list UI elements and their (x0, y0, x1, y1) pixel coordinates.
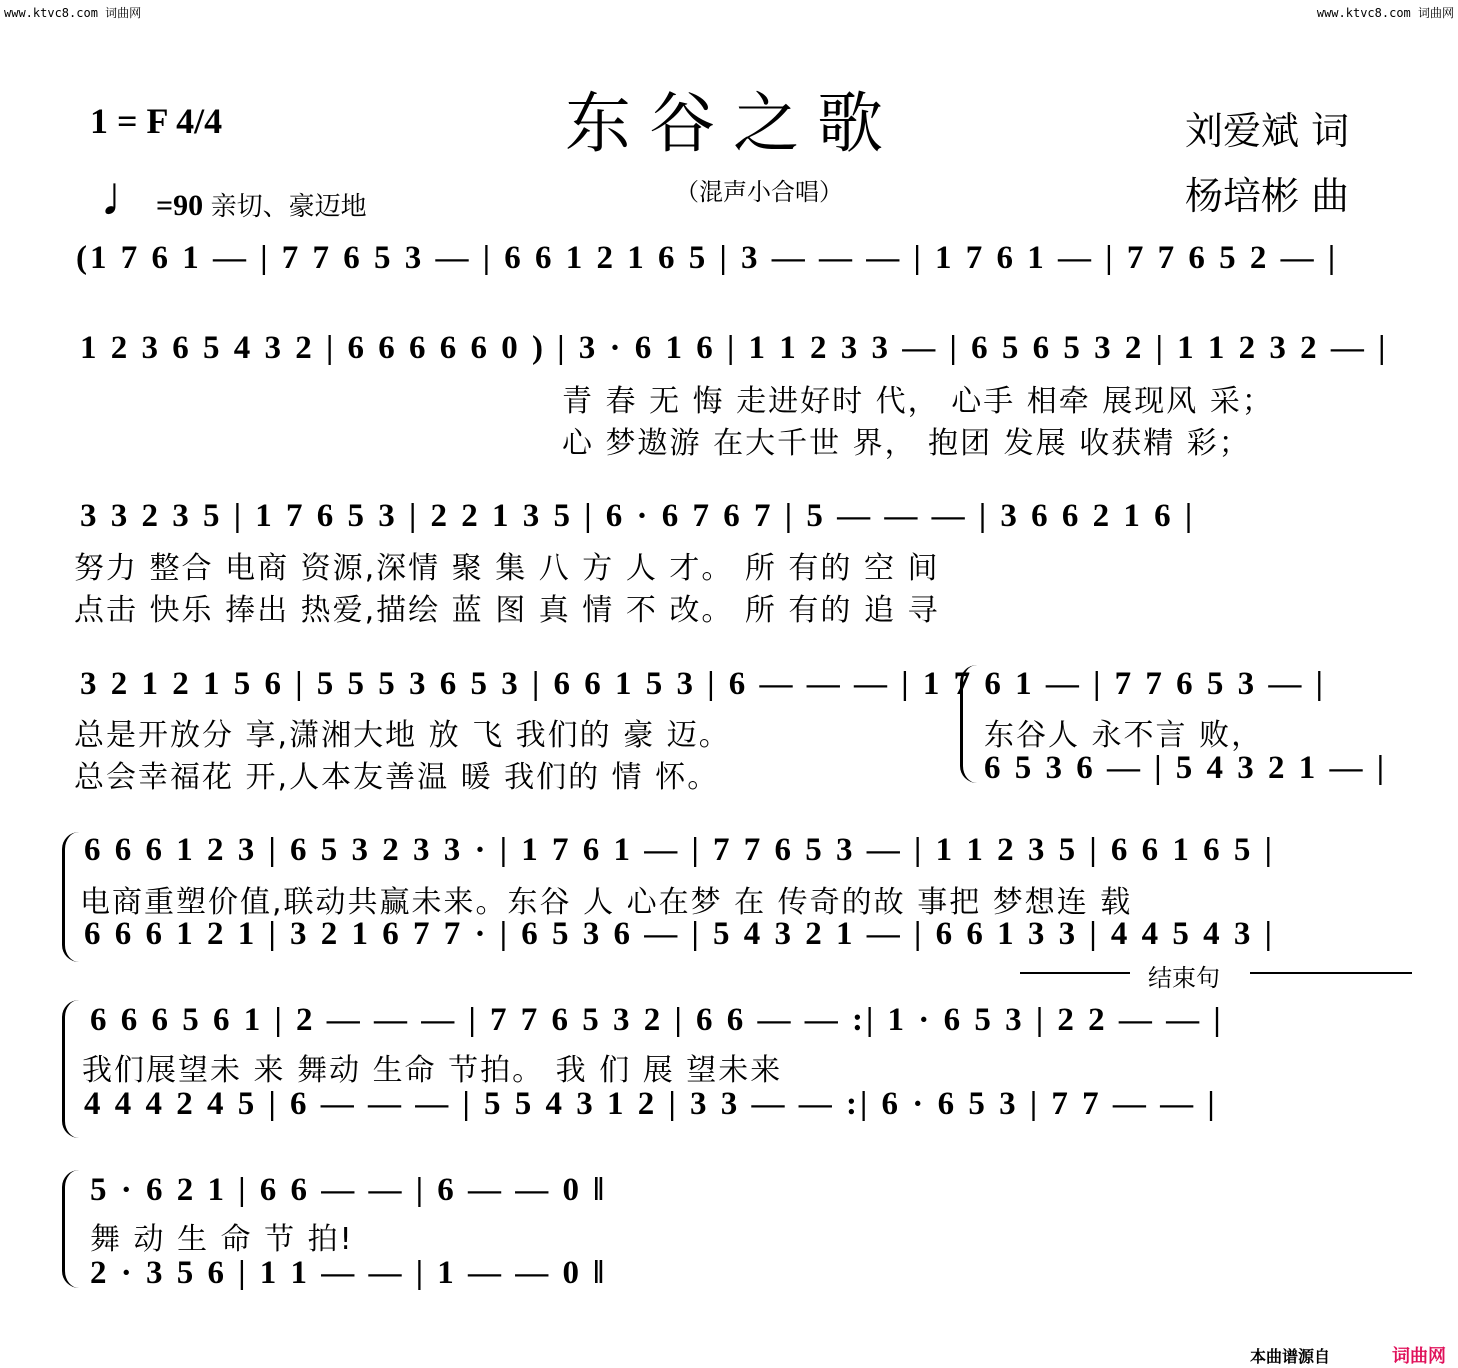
system-3-lyric-1: 努力 整合 电商 资源,深情 聚 集 八 方 人 才。 所 有的 空 间 (74, 551, 940, 586)
system-6-notes: 6 6 6 5 6 1 | 2 — — — | 7 7 6 5 3 2 | 6 6 — — :| 1 · 6 5 3 | 2 2 — — | (90, 1002, 1224, 1038)
key-meter: 1 = F 4/4 (90, 101, 223, 141)
voice-brace (62, 1000, 79, 1138)
system-1-notes: (1 7 6 1 — | 7 7 6 5 3 — | 6 6 1 2 1 6 5 | 3 — — — | 1 7 6 1 — | 7 7 6 5 2 — | (76, 240, 1339, 276)
system-2-lyric-1: 青 春 无 悔 走进好时 代， 心手 相牵 展现风 采； (562, 384, 1274, 419)
quarter-note-icon: ♩ (100, 166, 156, 228)
voice-brace (62, 832, 79, 962)
subtitle: （混声小合唱） (675, 178, 843, 206)
footer-source: 本曲谱源自 (1250, 1347, 1331, 1366)
end-line-left (1020, 972, 1130, 974)
system-3-notes: 3 3 2 3 5 | 1 7 6 5 3 | 2 2 1 3 5 | 6 · 6 7 6 7 | 5 — — — | 3 6 6 2 1 6 | (80, 498, 1196, 534)
voice-brace (960, 665, 977, 783)
system-4-notes: 3 2 1 2 1 5 6 | 5 5 5 3 6 5 3 | 6 6 1 5 3 | 6 — — — | 1 7 6 1 — | 7 7 6 5 3 — | (80, 666, 1326, 702)
system-2-lyric-2: 心 梦遨游 在大千世 界， 抱团 发展 收获精 彩； (562, 426, 1251, 461)
page-title: 东谷之歌 (565, 85, 901, 162)
watermark-right: www.ktvc8.com 词曲网 (1316, 6, 1454, 20)
system-2-notes: 1 2 3 6 5 4 3 2 | 6 6 6 6 6 0 ) | 3 · 6 1 6 | 1 1 2 3 3 — | 6 5 6 5 3 2 | 1 1 2 3 2 — | (80, 330, 1389, 366)
system-6-lyric: 我们展望未 来 舞动 生命 节拍。 我 们 展 望未来 (82, 1053, 783, 1088)
watermark-left: www.ktvc8.com 词曲网 (4, 6, 142, 20)
end-line-right (1250, 972, 1412, 974)
system-4-lyric-1: 总是开放分 享,潇湘大地 放 飞 我们的 豪 迈。 (74, 718, 731, 753)
end-section-label: 结束句 (1148, 964, 1220, 992)
system-7-notes-lower: 2 · 3 5 6 | 1 1 — — | 1 — — 0 ‖ (90, 1255, 607, 1291)
system-6-notes-lower: 4 4 4 2 4 5 | 6 — — — | 5 5 4 3 1 2 | 3 3 — — :| 6 · 6 5 3 | 7 7 — — | (84, 1086, 1218, 1122)
composer: 杨培彬 曲 (1185, 174, 1350, 218)
system-4-lyric-2: 总会幸福花 开,人本友善温 暖 我们的 情 怀。 (74, 760, 720, 795)
system-3-lyric-2: 点击 快乐 捧出 热爱,描绘 蓝 图 真 情 不 改。 所 有的 追 寻 (74, 593, 940, 628)
system-7-notes: 5 · 6 2 1 | 6 6 — — | 6 — — 0 ‖ (90, 1172, 607, 1208)
system-4-notes-lower: 6 5 3 6 — | 5 4 3 2 1 — | (984, 750, 1388, 786)
system-5-lyric: 电商重塑价值,联动共赢未来。东谷 人 心在梦 在 传奇的故 事把 梦想连 载 (80, 885, 1133, 920)
system-5-notes: 6 6 6 1 2 3 | 6 5 3 2 3 3 · | 1 7 6 1 — | 7 7 6 5 3 — | 1 1 2 3 5 | 6 6 1 6 5 | (84, 832, 1275, 868)
footer-logo: 词曲网 (1392, 1346, 1446, 1367)
voice-brace (62, 1170, 79, 1288)
system-5-notes-lower: 6 6 6 1 2 1 | 3 2 1 6 7 7 · | 6 5 3 6 — | 5 4 3 2 1 — | 6 6 1 3 3 | 4 4 5 4 3 | (84, 916, 1275, 952)
tempo-expression: 亲切、豪迈地 (210, 192, 367, 222)
lyricist: 刘爱斌 词 (1185, 109, 1350, 153)
system-7-lyric: 舞 动 生 命 节 拍! (90, 1222, 354, 1257)
tempo-marking: ♩=90 亲切、豪迈地 (100, 166, 367, 228)
system-4-lyric-1-right: 东谷人 永不言 败， (984, 718, 1264, 753)
